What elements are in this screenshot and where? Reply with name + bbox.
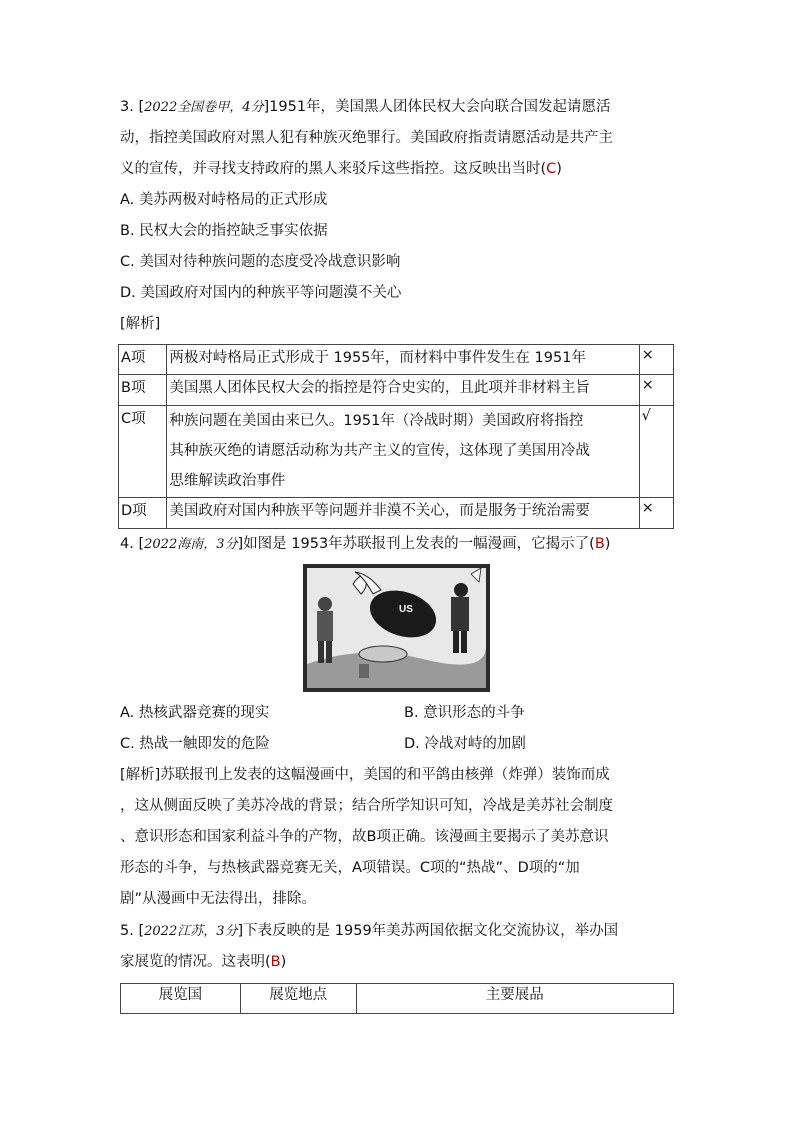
q3-stem-line-1: 3. [2022全国卷甲，4分]1951年，美国黑人团体民权大会向联合国发起请愿活 — [120, 99, 611, 115]
q3-option-b: B. 民权大会的指控缺乏事实依据 — [120, 223, 328, 239]
q4-answer: B — [594, 536, 605, 552]
q4-analysis-line: 剧”从漫画中无法得出，排除。 — [120, 891, 317, 907]
q3-option-c: C. 美国对待种族问题的态度受冷战意识影响 — [120, 254, 401, 270]
q4-analysis-line: 形态的斗争，与热核武器竞赛无关，A项错误。C项的“热战”、D项的“加 — [120, 860, 580, 876]
q4-option-b: B. 意识形态的斗争 — [404, 705, 525, 721]
q5-answer: B — [270, 954, 281, 970]
q3-analysis-label: [解析] — [120, 316, 161, 332]
q3-answer: C — [546, 161, 557, 177]
q5-number: 5. — [120, 923, 139, 939]
q3-source: 2022全国卷甲，4分 — [144, 100, 264, 115]
table-cell-item: D项 — [119, 498, 167, 529]
q3-stem-line-2: 动，指控美国政府对黑人犯有种族灭绝罪行。美国政府指责请愿活动是共产主 — [120, 130, 613, 146]
q4-analysis-line: [解析]苏联报刊上发表的这幅漫画中，美国的和平鸽由核弹（炸弹）装饰而成 — [120, 767, 610, 783]
table-cell-item: C项 — [119, 406, 167, 498]
q3-option-a: A. 美苏两极对峙格局的正式形成 — [120, 192, 328, 208]
q4-analysis-line: 、意识形态和国家利益斗争的产物，故B项正确。该漫画主要揭示了美苏意识 — [120, 829, 609, 845]
table-row — [119, 375, 674, 406]
q5-stem-line-1: 5. [2022江苏，3分]下表反映的是 1959年美苏两国依据文化交流协议，举办国 — [120, 923, 619, 939]
table-row — [119, 345, 674, 375]
cartoon-image — [303, 564, 490, 692]
q4-stem: 4. [2022海南，3分]如图是 1953年苏联报刊上发表的一幅漫画，它揭示了(B) — [120, 536, 611, 552]
q4-option-c: C. 热战一触即发的危险 — [120, 736, 270, 752]
q4-analysis-line: ，这从侧面反映了美苏冷战的背景；结合所学知识可知，冷战是美苏社会制度 — [120, 798, 613, 814]
q3-number: 3. — [120, 99, 139, 115]
table-header-exhibits: 主要展品 — [356, 984, 673, 1014]
table-cell-text: 种族问题在美国由来已久。1951年（冷战时期）美国政府将指控 其种族灭绝的请愿活动称为共产主义的宣传，这体现了美国用冷战 思维解读政治事件 — [167, 406, 639, 498]
table-cell-mark: × — [639, 498, 673, 529]
table-cell-mark: × — [639, 345, 673, 375]
q3-stem-line-3: 义的宣传，并寻找支持政府的黑人来驳斥这些指控。这反映出当时(C) — [120, 161, 562, 177]
table-header-country: 展览国 — [121, 984, 241, 1014]
q5-source: 2022江苏，3分 — [144, 924, 238, 939]
q3-option-d: D. 美国政府对国内的种族平等问题漠不关心 — [120, 285, 402, 301]
table-cell-text: 两极对峙格局正式形成于 1955年，而材料中事件发生在 1951年 — [167, 345, 639, 375]
cartoon-us-label: US — [399, 604, 413, 615]
table-cell-text: 美国黑人团体民权大会的指控是符合史实的，且此项并非材料主旨 — [167, 375, 639, 406]
table-cell-item: B项 — [119, 375, 167, 406]
table-header-location: 展览地点 — [240, 984, 356, 1014]
table-header-row — [121, 984, 674, 1014]
cartoon-illustration — [303, 564, 490, 692]
q3-analysis-table — [118, 344, 674, 529]
table-row — [119, 498, 674, 529]
table-cell-mark: × — [639, 375, 673, 406]
q4-option-a: A. 热核武器竞赛的现实 — [120, 705, 270, 721]
q5-stem-line-2: 家展览的情况。这表明(B) — [120, 954, 287, 970]
q5-exhibition-table — [120, 983, 674, 1014]
table-row — [119, 406, 674, 498]
q4-number: 4. — [120, 536, 139, 552]
table-cell-mark: √ — [639, 406, 673, 498]
table-cell-item: A项 — [119, 345, 167, 375]
table-cell-text: 美国政府对国内种族平等问题并非漠不关心，而是服务于统治需要 — [167, 498, 639, 529]
q4-source: 2022海南，3分 — [144, 537, 238, 552]
q4-option-d: D. 冷战对峙的加剧 — [404, 736, 526, 752]
